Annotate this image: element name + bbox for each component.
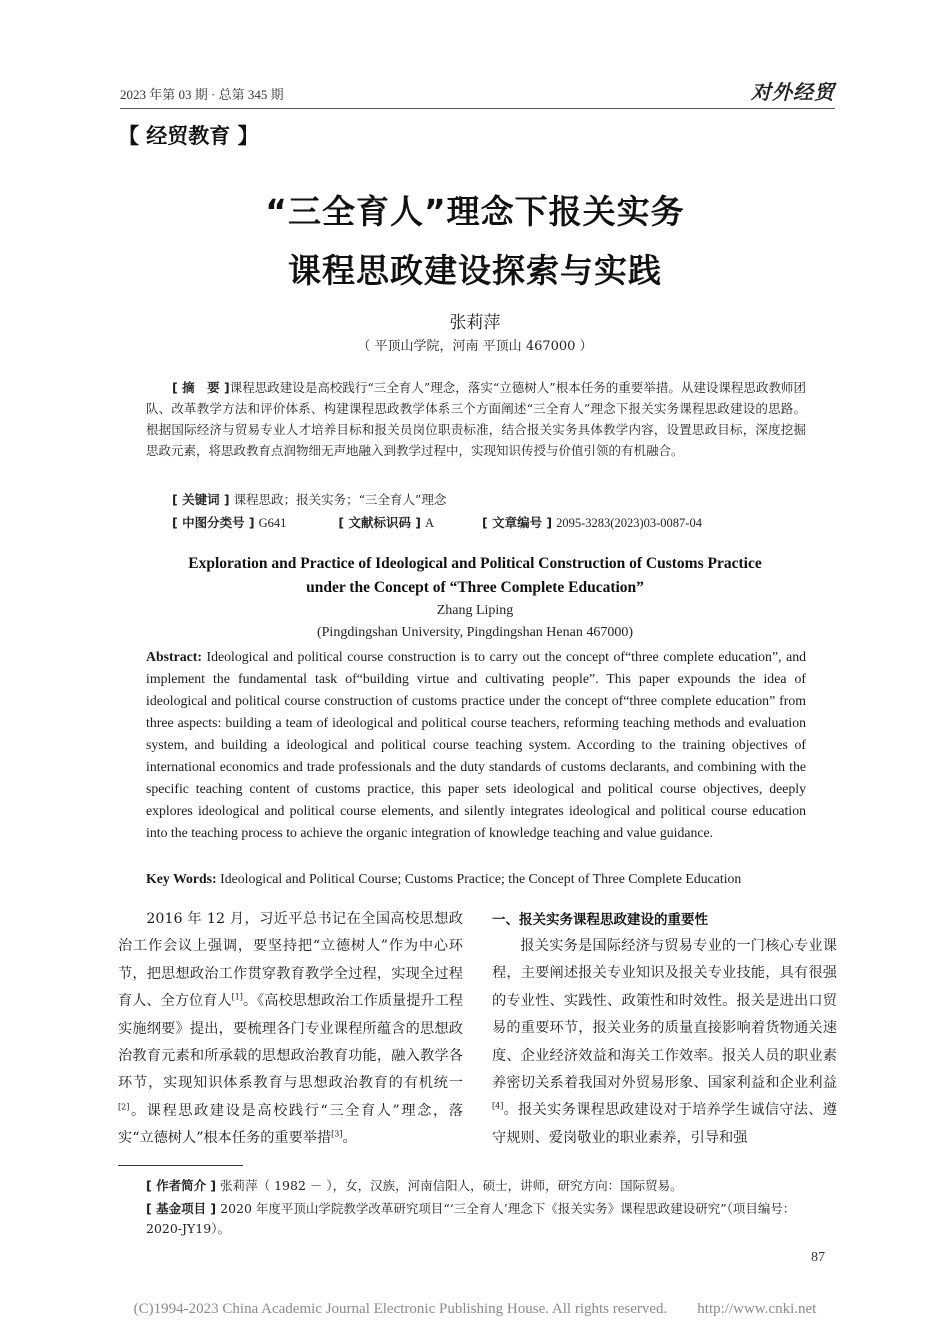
body-left-paragraph-end: 。 — [342, 1130, 357, 1147]
body-right-paragraph-cont: 。报关实务课程思政建设对于培养学生诚信守法、遵守规则、爱岗敬业的职业素养，引导和强 — [492, 1102, 837, 1146]
body-left-paragraph: 2016 年 12 月，习近平总书记在全国高校思想政治工作会议上强调，要坚持把“立德树人”作为中心环节，把思想政治工作贯穿教育教学全过程，实现全过程育人、全方位育人 — [118, 911, 463, 1010]
english-keywords-text: Ideological and Political Course; Customs Practice; the Concept of Three Complete Education — [220, 871, 742, 886]
copyright-notice: (C)1994-2023 China Academic Journal Electronic Publishing House. All rights reserved. http://www.cnki.net — [133, 1301, 817, 1317]
footnote-author — [146, 1176, 821, 1196]
page-number: 87 — [811, 1250, 825, 1265]
citation-4: [4] — [492, 1101, 504, 1111]
body-left-column — [118, 906, 463, 1153]
body-left-paragraph-cont: 。《高校思想政治工作质量提升工程实施纲要》提出，要梳理各门专业课程所蕴含的思想政治教育元素和所承载的思想政治教育功能，融入教学各环节，实现知识体系教育与思想政治教育的有机统一 — [118, 993, 463, 1092]
journal-logo: 对外经贸 — [751, 80, 835, 104]
footnote-author-label: [ 作者简介 ] — [146, 1178, 217, 1193]
abstract-zh-label: [ 摘 要 ] — [172, 380, 230, 395]
footnote-fund-label: [ 基金项目 ] — [146, 1201, 217, 1216]
footnote-rule — [118, 1165, 243, 1166]
footnote-fund-text: 2020 年度平顶山学院教学改革研究项目“‘三全育人’理念下《报关实务》课程思政建设研究”（项目编号：2020-JY19）。 — [146, 1201, 796, 1236]
abstract-zh — [146, 377, 806, 461]
citation-3: [3] — [331, 1129, 343, 1139]
abstract-zh-text: 课程思政建设是高校践行“三全育人”理念，落实“立德树人”根本任务的重要举措。从建设课程思政教师团队、改革教学方法和评价体系、构建课程思政教学体系三个方面阐述“三全育人”理念下报关实务课程思政建设的思路。根据国际经济与贸易专业人才培养目标和报关员岗位职责标准，结合报关实务具体教学内容，设置思政目标，深度挖掘思政元素，将思政教育点润物细无声地融入到教学过程中，实现知识传授与价值引领的有机融合。 — [146, 380, 806, 458]
keywords-zh — [172, 490, 446, 508]
body-right-paragraph: 报关实务是国际经济与贸易专业的一门核心专业课程，主要阐述报关专业知识及报关专业技能，具有很强的专业性、实践性、政策性和时效性。报关是进出口贸易的重要环节，报关业务的质量直接影响着货物通关速度、企业经济效益和海关工作效率。报关人员的职业素养密切关系着我国对外贸易形象、国家利益和企业利益 — [492, 938, 837, 1092]
section-heading-1: 一、报关实务课程思政建设的重要性 — [492, 912, 708, 928]
english-abstract — [146, 646, 806, 844]
header-divider — [120, 108, 835, 109]
english-keywords — [146, 868, 806, 890]
english-author: Zhang Liping — [436, 603, 514, 618]
keywords-zh-text: 课程思政；报关实务；“三全育人”理念 — [233, 492, 447, 507]
english-abstract-label: Abstract: — [146, 649, 202, 664]
clc-value: G641 — [258, 516, 287, 530]
footnote-fund — [146, 1199, 821, 1239]
paper-title-line2: 课程思政建设探索与实践 — [288, 251, 662, 290]
citation-2: [2] — [118, 1102, 130, 1112]
english-affiliation: (Pingdingshan University, Pingdingshan Henan 467000) — [316, 625, 633, 640]
doc-code-value: A — [425, 516, 435, 530]
doc-code-label: [ 文献标识码 ] — [338, 515, 422, 530]
body-right-column — [492, 933, 837, 1152]
english-keywords-label: Key Words: — [146, 871, 217, 886]
paper-title-line1: “三全育人”理念下报关实务 — [265, 192, 685, 231]
body-left-paragraph-cont2: 。课程思政建设是高校践行“三全育人”理念，落实“立德树人”根本任务的重要举措 — [118, 1102, 463, 1147]
section-tag: 【 经贸教育 】 — [118, 124, 259, 148]
footnote-author-text: 张莉萍（ 1982 － ），女，汉族，河南信阳人，硕士，讲师，研究方向：国际贸易。 — [220, 1178, 683, 1193]
issue-info: 2023 年第 03 期 · 总第 345 期 — [120, 87, 284, 102]
english-abstract-text: Ideological and political course construction is to carry out the concept of“three complete education”, and implement the fundamental task of“building virtue and cultivating people”. This paper expounds the idea of ideological and political course construction of customs practice under the concept of“three complete education” from three aspects: building a team of ideological and political course teachers, reforming teaching methods and evaluation system, and building a ideological and political course teaching system. According to the training objectives of international economics and trade professionals and the duty standards of customs declarants, and combining with the specific teaching content of customs practice, this paper sets ideological and political course objectives, deeply explores ideological and political course elements, and silently integrates ideological and political course education into the teaching process to achieve the organic integration of knowledge teaching and value guidance. — [146, 649, 806, 840]
article-no-value: 2095-3283(2023)03-0087-04 — [556, 516, 702, 530]
classification-row — [172, 513, 702, 531]
clc-label: [ 中图分类号 ] — [172, 515, 255, 530]
english-title-line1: Exploration and Practice of Ideological and Political Construction of Customs Practice — [188, 555, 762, 572]
citation-1: [1] — [231, 992, 243, 1002]
author-affiliation: （ 平顶山学院，河南 平顶山 467000 ） — [357, 339, 593, 354]
article-no-label: [ 文章编号 ] — [482, 515, 553, 530]
keywords-zh-label: [ 关键词 ] — [172, 492, 230, 507]
english-title-line2: under the Concept of “Three Complete Education” — [306, 579, 644, 596]
author-name: 张莉萍 — [449, 313, 501, 333]
